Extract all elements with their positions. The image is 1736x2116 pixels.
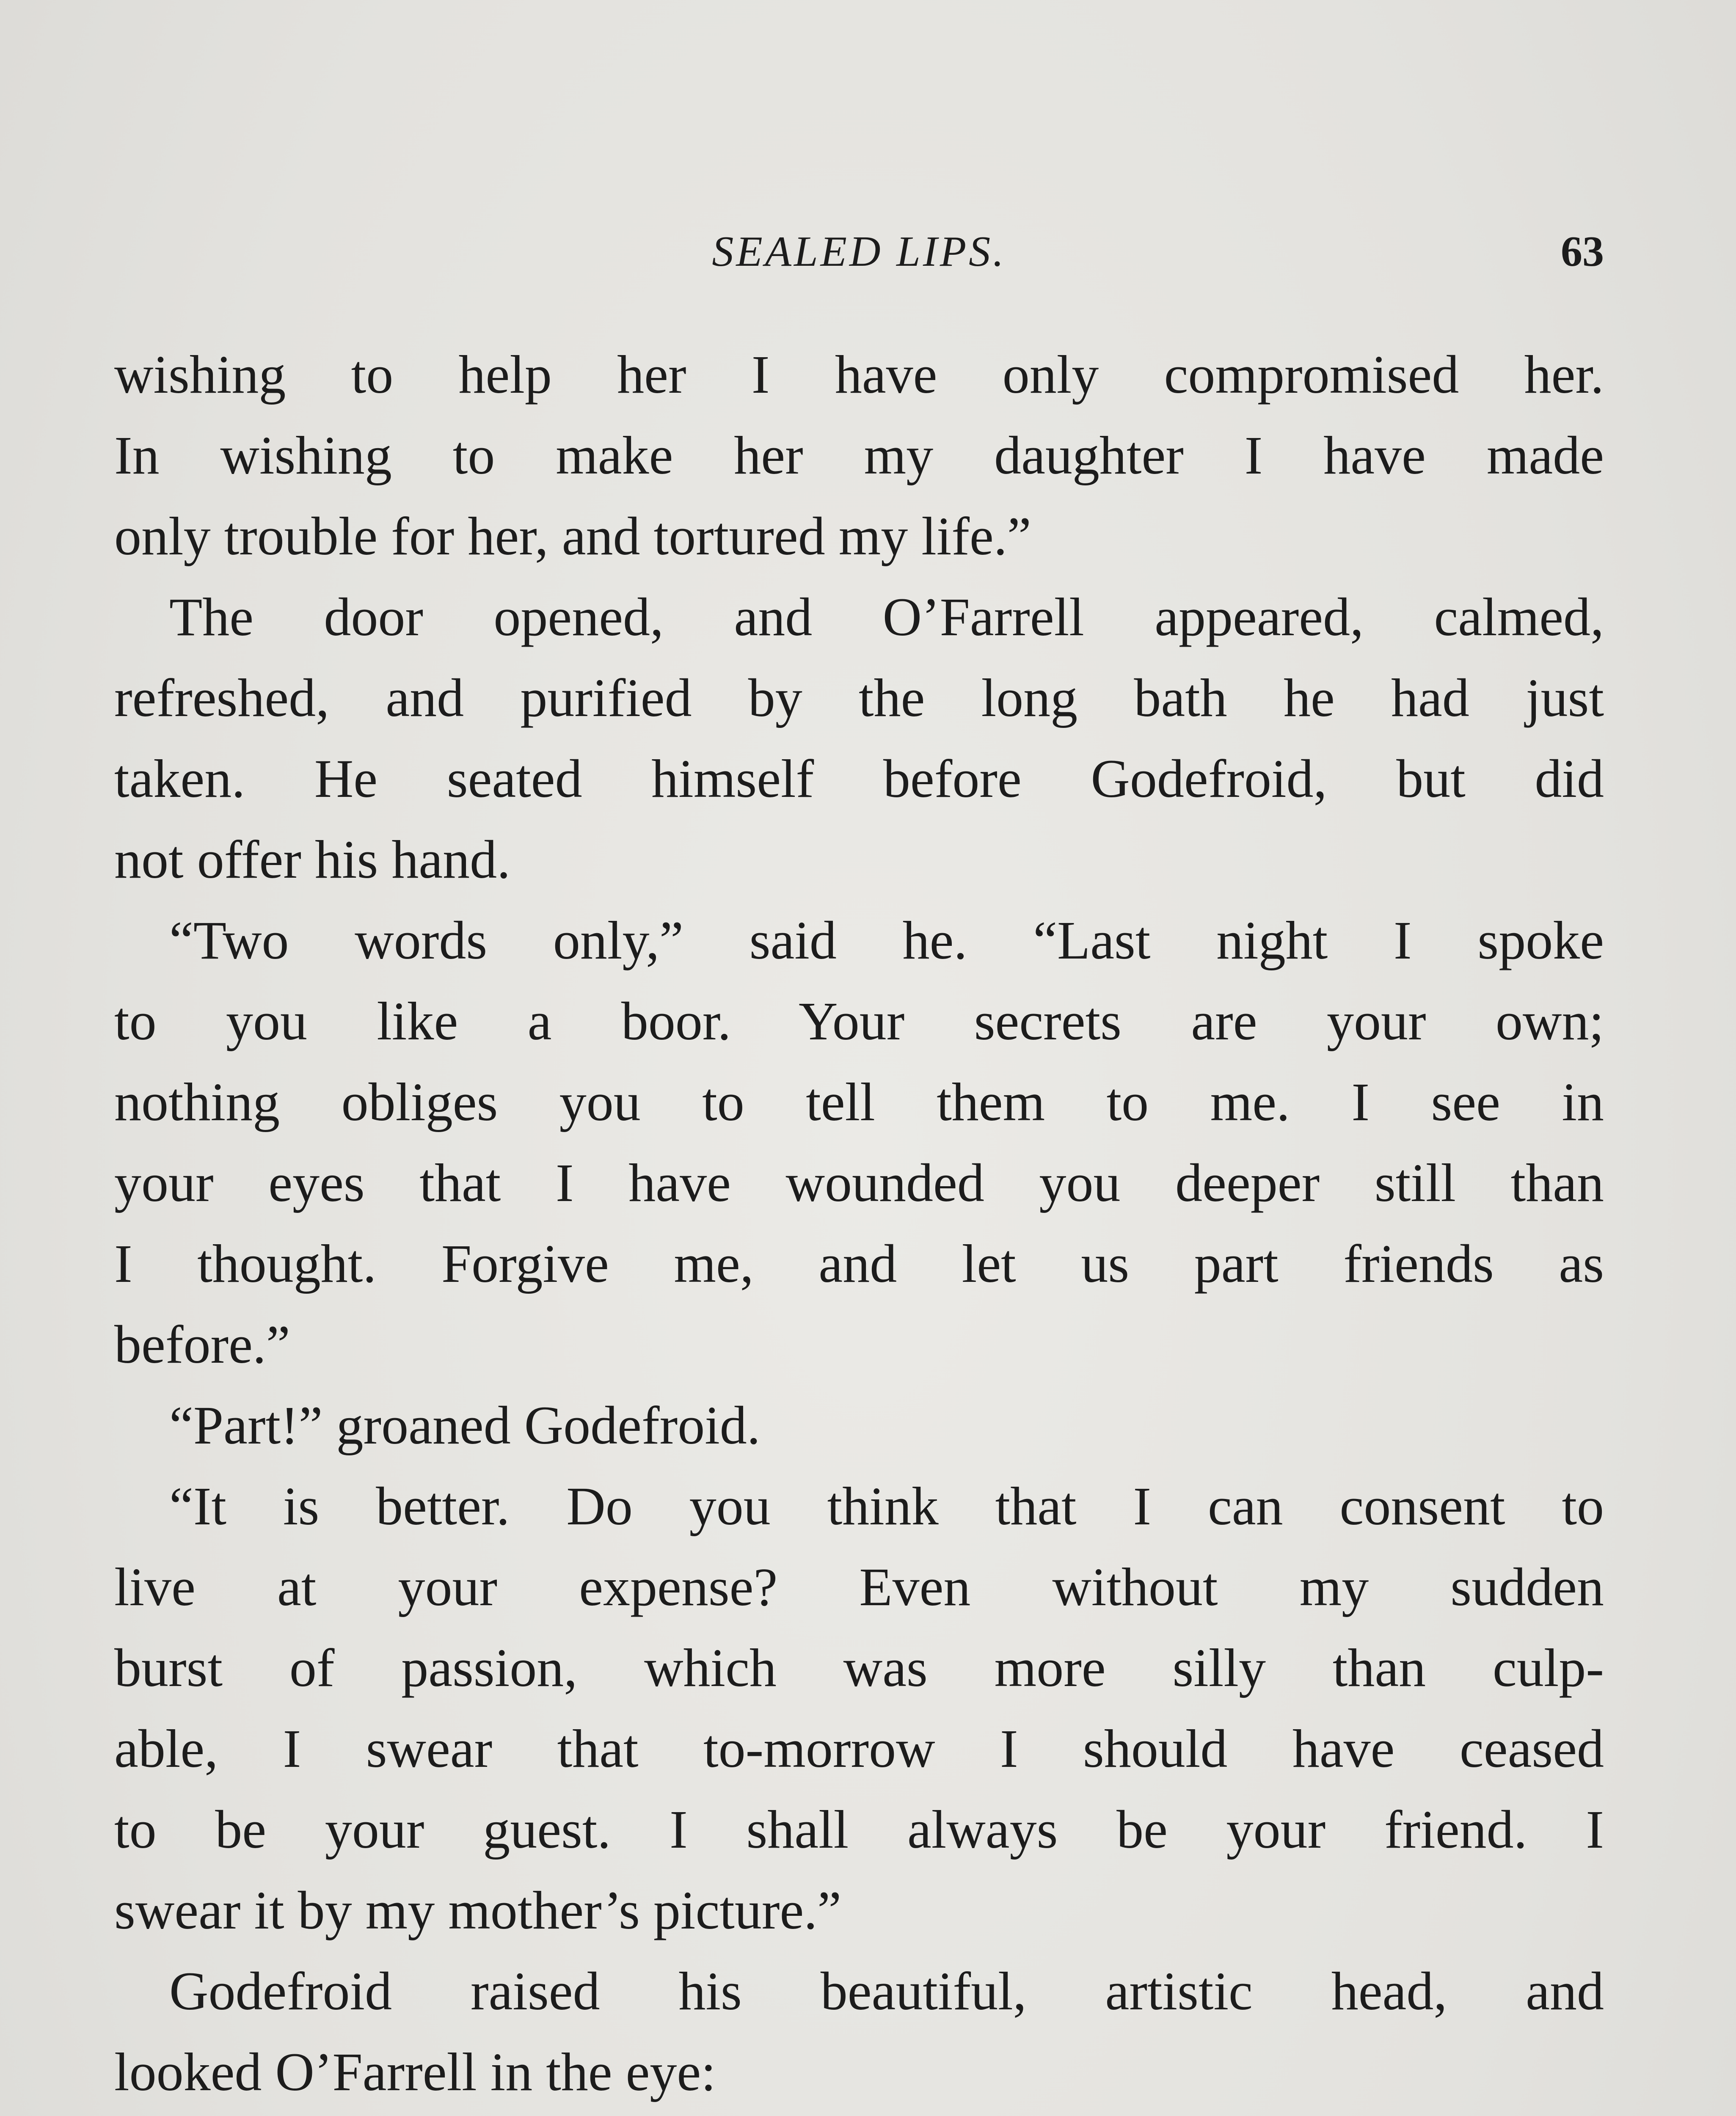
- text-line: live at your expense? Even without my sudden: [114, 1557, 1604, 1617]
- page-number: 63: [1561, 228, 1604, 276]
- text-line: [114, 2113, 1604, 2116]
- text-line: swear it by my mother’s picture.”: [114, 1880, 842, 1940]
- text-line: Godefroid raised his beautiful, artistic head, and: [169, 1961, 1604, 2021]
- text-line: I thought. Forgive me, and let us part friends as: [114, 1234, 1604, 1294]
- text-line: before.”: [114, 1314, 290, 1375]
- text-line: able, I swear that to-morrow I should have ceased: [114, 1719, 1604, 1779]
- text-line: not offer his hand.: [114, 829, 511, 890]
- text-line: only trouble for her, and tortured my life.”: [114, 506, 1031, 566]
- text-line: “It is better. Do you think that I can consent to: [169, 1476, 1604, 1536]
- text-line: In wishing to make her my daughter I have made: [114, 425, 1604, 485]
- text-line: looked O’Farrell in the eye:: [114, 2042, 716, 2102]
- text-line: wishing to help her I have only compromised her.: [114, 344, 1604, 405]
- running-head: [114, 220, 1604, 284]
- text-line: nothing obliges you to tell them to me. I see in: [114, 1072, 1604, 1132]
- text-line: your eyes that I have wounded you deeper still than: [114, 1153, 1604, 1213]
- text-line: “Two words only,” said he. “Last night I spoke: [169, 910, 1604, 970]
- text-line: The door opened, and O’Farrell appeared, calmed,: [169, 587, 1604, 647]
- text-line: to be your guest. I shall always be your friend. I: [114, 1799, 1604, 1860]
- text-line: refreshed, and purified by the long bath he had just: [114, 668, 1604, 728]
- text-line: burst of passion, which was more silly than culp-: [114, 1638, 1604, 1698]
- running-title: SEALED LIPS.: [712, 228, 1006, 276]
- text-line: “Part!” groaned Godefroid.: [169, 1395, 761, 1455]
- text-body: [114, 334, 1604, 2116]
- text-line: taken. He seated himself before Godefroid, but did: [114, 749, 1604, 809]
- text-line: to you like a boor. Your secrets are your own;: [114, 991, 1604, 1051]
